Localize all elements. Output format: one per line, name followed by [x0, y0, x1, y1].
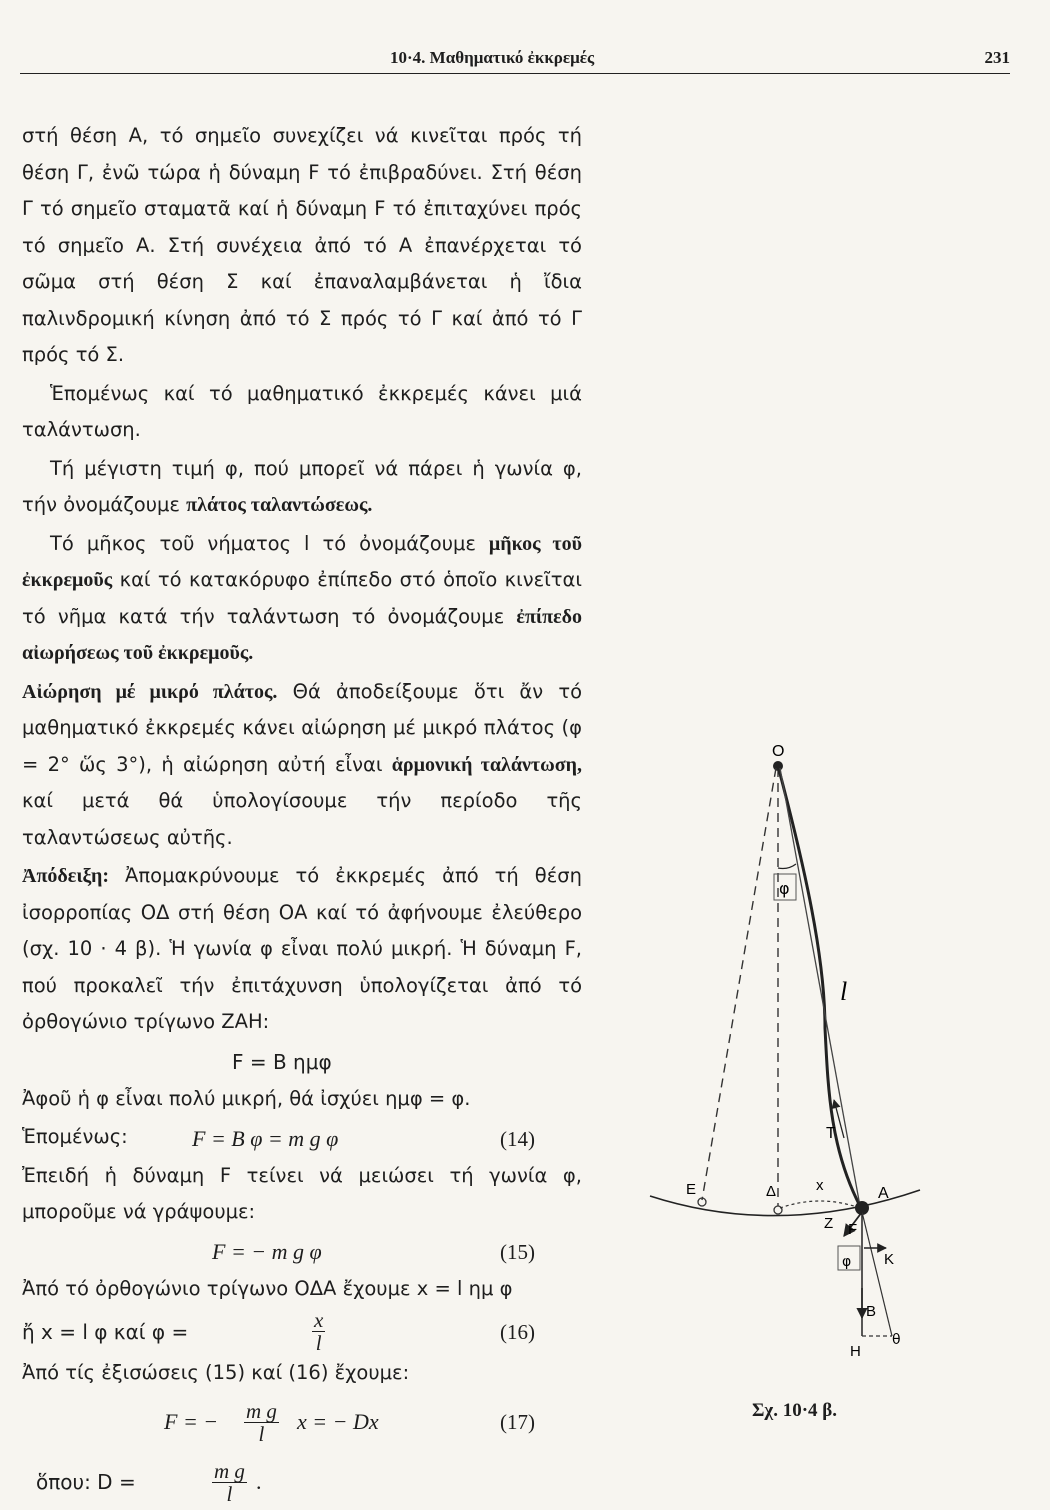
- equation-17: [22, 1394, 582, 1450]
- label-delta: Δ: [766, 1183, 777, 1200]
- harmonic-term: ἁρμονική ταλάντωση,: [391, 753, 582, 776]
- header-title: 10·4. Μαθηματικό ἐκκρεμές: [390, 48, 595, 67]
- equation-14-number: (14): [500, 1126, 535, 1151]
- position-delta-marker: [774, 1206, 782, 1214]
- equation-16: [22, 1309, 582, 1355]
- plane-text: καί τό κατακόρυφο ἐπίπεδο στό ὁποῖο κινεῖται τό νῆμα κατά τήν ταλάντωση τό ὀνομάζουμε: [22, 568, 582, 628]
- header-rule: [20, 73, 1010, 74]
- proof-text: Ἀπομακρύνουμε τό ἐκκρεμές ἀπό τή θέση ἰσορροπίας ΟΔ στή θέση ΟΑ καί τό ἀφήνουμε ἐλεύθερο (σχ. 10 · 4 β). Ἡ γωνία φ εἶναι πολύ μικρή. Ἡ δύναμη F, πού προκαλεῖ τήν ἐπιτάχυνση ὑπολογίζεται ἀπό τό ὀρθογώνιο τρίγωνο ΖΑΗ:: [22, 864, 582, 1033]
- equation-14: [22, 1120, 582, 1158]
- figure-caption: Σχ. 10·4 β.: [752, 1400, 838, 1421]
- amplitude-term: πλάτος ταλαντώσεως.: [186, 494, 373, 516]
- label-theta: θ: [892, 1332, 901, 1348]
- x-displacement-span: [780, 1201, 860, 1208]
- equation-d-left: ὅπου: D =: [36, 1469, 136, 1494]
- small-amplitude-text: Θά ἀποδείξουμε ὅτι ἄν τό μαθηματικό ἐκκρεμές κάνει αἰώρηση μέ μικρό πλάτος (φ = 2° ὥς 3°), ἡ αἰώρηση αὐτή εἶναι: [22, 679, 583, 776]
- angle-arc-top: [778, 864, 796, 869]
- equation-fb: F = B ημφ: [232, 1049, 332, 1074]
- equation-17-right: x = − Dx: [297, 1408, 379, 1434]
- equation-15-body: F = − m g φ: [212, 1238, 322, 1264]
- text-column: [22, 118, 582, 1510]
- equation-14-body: F = B φ = m g φ: [192, 1125, 339, 1151]
- label-h: H: [850, 1343, 861, 1360]
- equation-15-number: (15): [500, 1239, 535, 1264]
- equation-16-body: ἤ x = l φ καί φ =: [22, 1320, 189, 1344]
- label-f: F: [848, 1221, 858, 1238]
- paragraph-from-equations: Ἀπό τίς ἐξισώσεις (15) καί (16) ἔχουμε:: [22, 1361, 410, 1384]
- label-phi-top: φ: [779, 879, 790, 898]
- label-phi-bottom: φ: [842, 1254, 852, 1270]
- label-t: T: [826, 1125, 836, 1142]
- label-z: Z: [824, 1215, 834, 1232]
- equation-15: [22, 1233, 582, 1271]
- period-text: καί μετά θά ὑπολογίσουμε τήν περίοδο τῆς ταλαντώσεως αὐτῆς.: [22, 789, 582, 849]
- string-reference-line: [780, 768, 860, 1206]
- equation-17-number: (17): [500, 1409, 535, 1434]
- label-o: O: [772, 743, 785, 760]
- paragraph-small-angle: Ἀφοῦ ἡ φ εἶναι πολύ μικρή, θά ἰσχύει ημφ = φ.: [22, 1086, 471, 1110]
- label-a: A: [878, 1185, 889, 1202]
- pendulum-figure: [630, 728, 960, 1398]
- equation-d: [22, 1454, 582, 1510]
- equation-17-left: F = −: [164, 1408, 219, 1434]
- label-l: l: [840, 977, 848, 1006]
- fraction-x-over-l: [312, 1309, 325, 1354]
- paragraph-small-amplitude: [22, 674, 582, 857]
- length-text: Τό μῆκος τοῦ νήματος l τό ὀνομάζουμε: [50, 531, 489, 555]
- fraction-denominator: l: [258, 1421, 265, 1446]
- extreme-position-line: [702, 768, 776, 1200]
- fraction-mg-over-l: [244, 1400, 279, 1445]
- fraction-numerator: m g: [214, 1458, 245, 1483]
- paragraph-length: [22, 526, 582, 672]
- label-b: B: [866, 1303, 877, 1320]
- small-amplitude-heading: Αἰώρηση μέ μικρό πλάτος.: [22, 680, 278, 703]
- equation-force-sine: [22, 1043, 582, 1081]
- paragraph-continuation: στή θέση Α, τό σημεῖο συνεχίζει νά κινεῖται πρός τή θέση Γ, ἐνῶ τώρα ἡ δύναμη F τό ἐπιβραδύνει. Στή θέση Γ τό σημεῖο σταματᾶ καί ἡ δύναμη F τό ἐπιταχύνει πρός τό σημεῖο Α. Στή συνέχεια ἀπό τό Α ἐπανέρχεται τό σῶμα στή θέση Σ καί ἐπαναλαμβάνεται ἡ ἴδια παλινδρομική κίνηση ἀπό τό Σ πρός τό Γ καί ἀπό τό Γ πρός τό Σ.: [22, 124, 582, 366]
- label-e: E: [686, 1181, 697, 1198]
- equation-16-number: (16): [500, 1320, 535, 1344]
- amplitude-text: Τή μέγιστη τιμή φ, πού μπορεῖ νά πάρει ἡ γωνία φ, τήν ὀνομάζουμε: [22, 456, 582, 516]
- fraction-numerator: x: [314, 1308, 324, 1332]
- fraction-d: [212, 1460, 247, 1505]
- running-header: [20, 44, 1010, 74]
- proof-heading: Ἀπόδειξη:: [22, 865, 110, 887]
- paragraph-proof: [22, 858, 582, 1041]
- paragraph-triangle: Ἀπό τό ὀρθογώνιο τρίγωνο ΟΔΑ ἔχουμε x = l ημ φ: [22, 1276, 513, 1300]
- label-x: x: [816, 1177, 824, 1194]
- paragraph-since: Ἐπειδή ἡ δύναμη F τείνει νά μειώσει τή γωνία φ, μποροῦμε νά γράψουμε:: [22, 1163, 582, 1223]
- fraction-denominator: l: [226, 1481, 233, 1506]
- paragraph-amplitude: [22, 451, 582, 524]
- paragraph-therefore: Ἑπομένως:: [22, 1125, 128, 1148]
- plane-term: ἐπίπεδο αἰωρήσεως τοῦ ἐκκρεμοῦς.: [22, 605, 582, 664]
- fraction-numerator: m g: [246, 1398, 277, 1423]
- label-k: K: [884, 1251, 895, 1268]
- paragraph-oscillation: Ἑπομένως καί τό μαθηματικό ἐκκρεμές κάνει μιά ταλάντωση.: [22, 381, 582, 441]
- fraction-denominator: l: [315, 1331, 322, 1355]
- equation-d-period: .: [256, 1468, 262, 1494]
- length-term: μῆκος τοῦ ἐκκρεμοῦς: [22, 532, 582, 591]
- page-number: 231: [984, 48, 1010, 67]
